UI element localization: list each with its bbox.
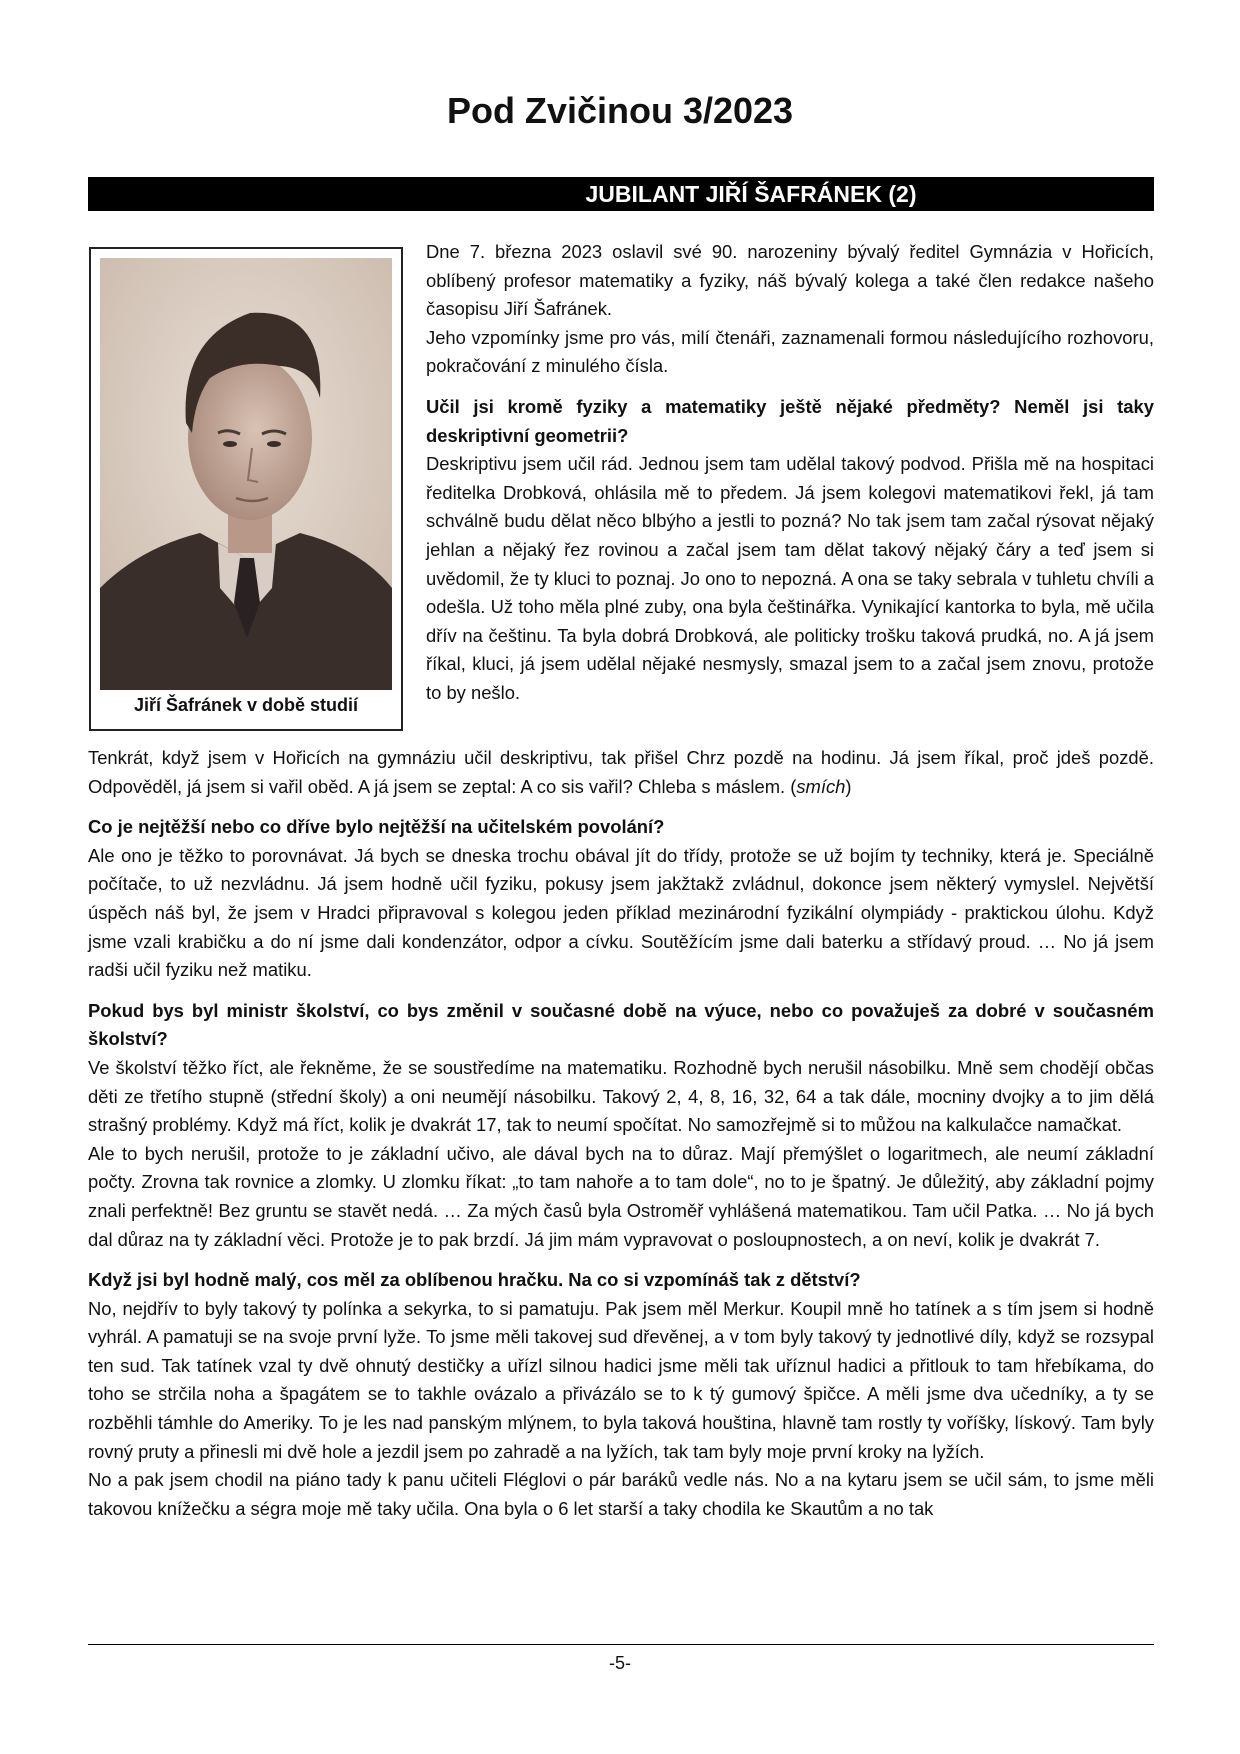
answer-1-cont-end: )	[845, 775, 852, 797]
main-column	[88, 744, 1154, 1523]
photo-frame	[89, 247, 403, 731]
intro-text: Dne 7. března 2023 oslavil své 90. narozeniny bývalý ředitel Gymnázia v Hořicích, oblíbený profesor matematiky a fyziky, náš bývalý kolega a také člen redakce našeho časopisu Jiří Šafránek.	[426, 241, 1154, 320]
question-1: Učil jsi kromě fyziky a matematiky ještě nějaké předměty? Neměl jsi taky deskriptivní geometrii?	[426, 395, 1154, 446]
answer-1-cont-italic: smích	[796, 775, 846, 797]
footer-rule	[88, 1644, 1154, 1645]
section-banner: JUBILANT JIŘÍ ŠAFRÁNEK (2)	[88, 177, 1154, 211]
question-2: Co je nejtěžší nebo co dříve bylo nejtěžší na učitelském povolání?	[88, 816, 665, 838]
portrait-photo	[100, 258, 392, 690]
question-4: Když jsi byl hodně malý, cos měl za oblíbenou hračku. Na co si vzpomínáš tak z dětství?	[88, 1269, 861, 1291]
answer-1-continued	[88, 744, 1154, 801]
page-title: Pod Zvičinou 3/2023	[446, 90, 794, 131]
page-number: -5-	[609, 1653, 631, 1673]
answer-4: No, nejdřív to byly takový ty polínka a sekyrka, to si pamatuju. Pak jsem měl Merkur. Koupil mně ho tatínek a s tím jsem si hodně vyhrál. A pamatuji se na svoje první lyže. To jsme měli takovej sud dřevěnej, a v tom byly takový ty jednotlivé díly, když se rozsypal ten sud. Tak tatínek vzal ty dvě ohnutý destičky a uřízl silnou hadici jsme měli tak uříznul hadici a přitlouk to tam hřebíkama, do toho se strčila noha a špagátem se to takhle ovázalo a přivázálo se to k tý gumový špičce. A měli jsme dva učedníky, a ty se rozběhli támhle do Ameriky. To je les nad panským mlýnem, to byla taková houština, hlavně tam rostly ty voříšky, lískový. Tam byly rovný pruty a přinesli mi dvě hole a jezdil jsem po zahradě a na lyžích, tak tam byly moje první kroky na lyžích.	[88, 1297, 1154, 1462]
question-3: Pokud bys byl ministr školství, co bys změnil v současné době na výuce, nebo co považuješ za dobré v současném školství?	[88, 999, 1154, 1050]
side-column	[426, 238, 1154, 708]
answer-3: Ve školství těžko říct, ale řekněme, že se soustředíme na matematiku. Rozhodně bych nerušil násobilku. Mně sem chodějí občas děti ze třetího stupně (střední školy) a oni neumějí násobilku. Takový 2, 4, 8, 16, 32, 64 a tak dále, mocniny dvojky a to jim dělá strašný problémy. Když má říct, kolik je dvakrát 17, tak to neumí spočítat. No samozřejmě si to můžou na kalkulačce namačkat.	[88, 1056, 1154, 1136]
answer-1: Deskriptivu jsem učil rád. Jednou jsem tam udělal takový podvod. Přišla mě na hospitaci ředitelka Drobková, ohlásila mě to předem. Já jsem kolegovi matematikovi řekl, já tam schválně budu dělat něco blbýho a jestli to pozná? No tak jsem tam začal rýsovat nějaký jehlan a nějaký řez rovinou a začal jsem tam dělat takový nějaký čáry a teď jsem si uvědomil, že ty kluci to poznaj. Jo ono to nepozná. A ona se taky sebrala v tuhletu chvíli a odešla. Už toho měla plné zuby, ona byla češtinářka. Vynikající kantorka to byla, mě učila dřív na češtinu. Ta byla dobrá Drobková, ale politicky trošku taková prudká, no. A já jsem říkal, kluci, já jsem udělal nějaké nesmysly, smazal jsem to a začal jsem znovu, protože to by nešlo.	[426, 453, 1154, 703]
intro-text-2: Jeho vzpomínky jsme pro vás, milí čtenáři, zaznamenali formou následujícího rozhovoru, pokračování z minulého čísla.	[426, 326, 1154, 377]
answer-4-part-2: No a pak jsem chodil na piáno tady k panu učiteli Fléglovi o pár baráků vedle nás. No a na kytaru jsem se učil sám, to jsme měli takovou knížečku a ségra moje mě taky učila. Ona byla o 6 let starší a taky chodila ke Skautům a no tak	[88, 1469, 1154, 1519]
intro-paragraph	[426, 238, 1154, 381]
answer-3-part-2: Ale to bych nerušil, protože to je základní učivo, ale dával bych na to důraz. Mají přemýšlet o logaritmech, ale neumí základní počty. Zrovna tak rovnice a zlomky. U zlomku říkat: „to tam nahoře a to tam dole“, no to je špatný. Je důležitý, aby základní pojmy znali perfektně! Bez gruntu se stavět nedá. … Za mých časů byla Ostroměř vyhlášená matematikou. Tam učil Patka. … No já bych dal důraz na ty základní věci. Protože je to pak brzdí. Já jim mám vypravovat o posloupnostech, a on neví, kolik je dvakrát 7.	[88, 1142, 1154, 1250]
answer-2: Ale ono je těžko to porovnávat. Já bych se dneska trochu obával jít do třídy, protože se už bojím ty techniky, která je. Speciálně počítače, to už nezvládnu. Já jsem hodně učil fyziku, pokusy jsem jakžtakž zvládnul, dokonce jsem některý vymyslel. Největší úspěch náš byl, že jsem v Hradci připravoval s kolegou jeden příklad mezinárodní fyzikální olympiády - praktickou úlohu. Když jsme vzali krabičku a do ní jsme dali kondenzátor, odpor a cívku. Soutěžícím jsme dali baterku a střídavý proud. … No já jsem radši učil fyziku než matiku.	[88, 844, 1154, 981]
answer-1-cont-text: Tenkrát, když jsem v Hořicích na gymnáziu učil deskriptivu, tak přišel Chrz pozdě na hodinu. Já jsem říkal, proč jdeš pozdě. Odpověděl, já jsem si vařil oběd. A já jsem se zeptal: A co sis vařil? Chleba s máslem. (	[88, 747, 1154, 797]
photo-caption: Jiří Šafránek v době studií	[133, 695, 359, 715]
